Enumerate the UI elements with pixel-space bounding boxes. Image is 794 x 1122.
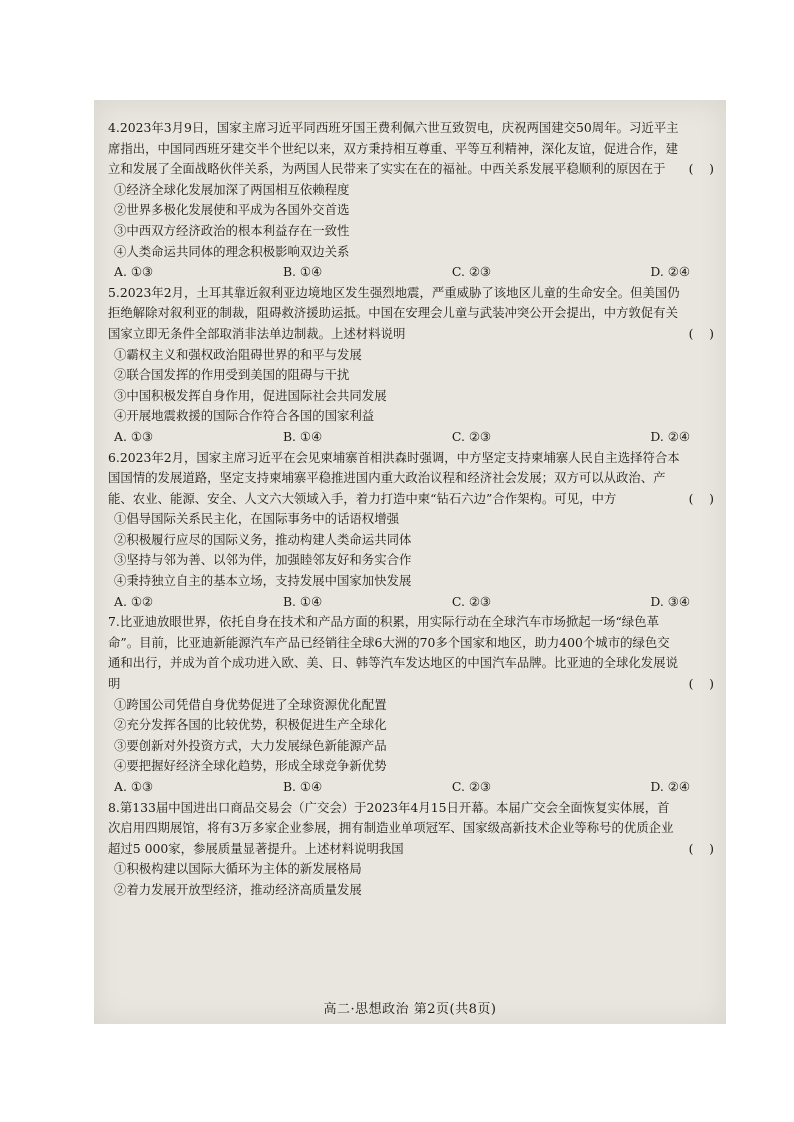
question-6: [108, 448, 714, 613]
statement-item: ②联合国发挥的作用受到美国的阻碍与干扰: [114, 367, 350, 383]
statement-item: ①霸权主义和强权政治阻碍世界的和平与发展: [114, 346, 362, 362]
question-number: 6.: [108, 449, 120, 465]
question-number: 7.: [108, 614, 120, 630]
answer-choice-a: A. ①②: [114, 593, 154, 609]
question-text: 2023年2月，国家主席习近平在会见柬埔寨首相洪森时强调，中方坚定支持柬埔寨人民自主选择符合本国国情的发展道路，坚定支持柬埔寨平稳推进国内重大政治议程和经济社会发展；双方可以从政治、产能、农业、能源、安全、人文六大领域入手，着力打造中柬“钻石六边”合作架构。可见，中方: [108, 449, 680, 506]
answer-choice-d: D. ②④: [650, 428, 690, 444]
question-stem: [108, 798, 681, 860]
answer-blank: ( ): [688, 325, 714, 341]
question-stem: [108, 612, 681, 694]
answer-blank: ( ): [688, 490, 714, 506]
statement-item: ④秉持独立自主的基本立场，支持发展中国家加快发展: [114, 573, 412, 589]
question-list: [108, 118, 714, 901]
answer-choice-b: B. ①④: [282, 593, 323, 609]
question-8: [108, 798, 714, 901]
answer-choice-b: B. ①④: [282, 779, 323, 794]
question-stem-row: [108, 283, 714, 345]
question-text: 第133届中国进出口商品交易会（广交会）于2023年4月15日开幕。本届广交会全面恢复实体展，首次启用四期展馆，将有3万多家企业参展，拥有制造业单项冠军、国家级高新技术企业等称号的优质企业超过5 000家，参展质量显著提升。上述材料说明我国: [108, 799, 674, 856]
answer-choices: [108, 592, 714, 613]
question-7: [108, 612, 714, 797]
answer-choice-c: C. ②③: [451, 593, 492, 609]
statement-item: ②着力发展开放型经济，推动经济高质量发展: [114, 881, 362, 897]
question-stem-row: [108, 798, 714, 860]
question-number: 4.: [108, 120, 120, 135]
question-5: [108, 283, 714, 448]
answer-choice-d: D. ②④: [650, 264, 690, 280]
question-stem: [108, 118, 681, 180]
statement-item: ④要把握好经济全球化趋势，形成全球竞争新优势: [114, 758, 387, 774]
question-text: 2023年3月9日，国家主席习近平同西班牙国王费利佩六世互致贺电，庆祝两国建交50周年。习近平主席指出，中国同西班牙建交半个世纪以来，双方秉持相互尊重、平等互利精神，深化友谊，促进合作，建立和发展了全面战略伙伴关系，为两国人民带来了实实在在的福祉。中西关系发展平稳顺利的原因在于: [108, 120, 679, 177]
answer-blank: ( ): [688, 161, 714, 177]
answer-blank: ( ): [688, 676, 714, 692]
question-stem-row: [108, 612, 714, 694]
answer-choice-b: B. ①④: [282, 428, 323, 444]
question-stem: [108, 448, 681, 510]
statement-item: ③中西双方经济政治的根本利益存在一致性: [114, 222, 350, 238]
exam-page: [94, 100, 726, 1024]
statement-item: ①倡导国际关系民主化，在国际事务中的话语权增强: [114, 511, 399, 527]
answer-choice-b: B. ①④: [282, 264, 323, 280]
answer-choices: [108, 262, 714, 283]
statement-item: ④人类命运共同体的理念积极影响双边关系: [114, 243, 350, 259]
answer-choice-c: C. ②③: [451, 779, 492, 794]
answer-choices: [108, 777, 714, 798]
answer-choice-a: A. ①③: [114, 428, 154, 444]
answer-choice-a: A. ①③: [114, 264, 154, 280]
question-text: 比亚迪放眼世界，依托自身在技术和产品方面的积累，用实际行动在全球汽车市场掀起一场“绿色革命”。目前，比亚迪新能源汽车产品已经销往全球6大洲的70多个国家和地区，助力400个城市的绿色交通和出行，并成为首个成功进入欧、美、日、韩等汽车发达地区的中国汽车品牌。比亚迪的全球化发展说明: [108, 614, 678, 692]
question-stem: [108, 283, 681, 345]
statement-item: ③坚持与邻为善、以邻为伴，加强睦邻友好和务实合作: [114, 552, 412, 568]
statement-item: ②世界多极化发展使和平成为各国外交首选: [114, 202, 350, 218]
statement-item: ②充分发挥各国的比较优势，积极促进生产全球化: [114, 717, 387, 733]
question-text: 2023年2月，土耳其靠近叙利亚边境地区发生强烈地震，严重威胁了该地区儿童的生命安全。但美国仍拒绝解除对叙利亚的制裁，阻碍救济援助运抵。中国在安理会儿童与武装冲突公开会提出，中方敦促有关国家立即无条件全部取消非法单边制裁。上述材料说明: [108, 284, 680, 341]
answer-choice-c: C. ②③: [451, 264, 492, 280]
question-number: 8.: [108, 799, 120, 815]
answer-choice-a: A. ①③: [114, 779, 154, 794]
statement-item: ②积极履行应尽的国际义务，推动构建人类命运共同体: [114, 531, 412, 547]
statement-item: ①跨国公司凭借自身优势促进了全球资源优化配置: [114, 696, 387, 712]
question-stem-row: [108, 118, 714, 180]
answer-choice-d: D. ②④: [650, 779, 690, 794]
answer-choice-d: D. ③④: [650, 593, 690, 609]
statement-item: ④开展地震救援的国际合作符合各国的国家利益: [114, 408, 375, 424]
question-number: 5.: [108, 284, 120, 300]
question-stem-row: [108, 448, 714, 510]
statement-item: ①经济全球化发展加深了两国相互依赖程度: [114, 181, 350, 197]
question-4: [108, 118, 714, 283]
statement-item: ③中国积极发挥自身作用，促进国际社会共同发展: [114, 387, 387, 403]
answer-choices: [108, 427, 714, 448]
page-footer: 高二·思想政治 第2页(共8页): [323, 1002, 497, 1017]
answer-blank: ( ): [688, 840, 714, 856]
statement-item: ③要创新对外投资方式，大力发展绿色新能源产品: [114, 737, 387, 753]
statement-item: ①积极构建以国际大循环为主体的新发展格局: [114, 861, 362, 877]
answer-choice-c: C. ②③: [451, 428, 492, 444]
